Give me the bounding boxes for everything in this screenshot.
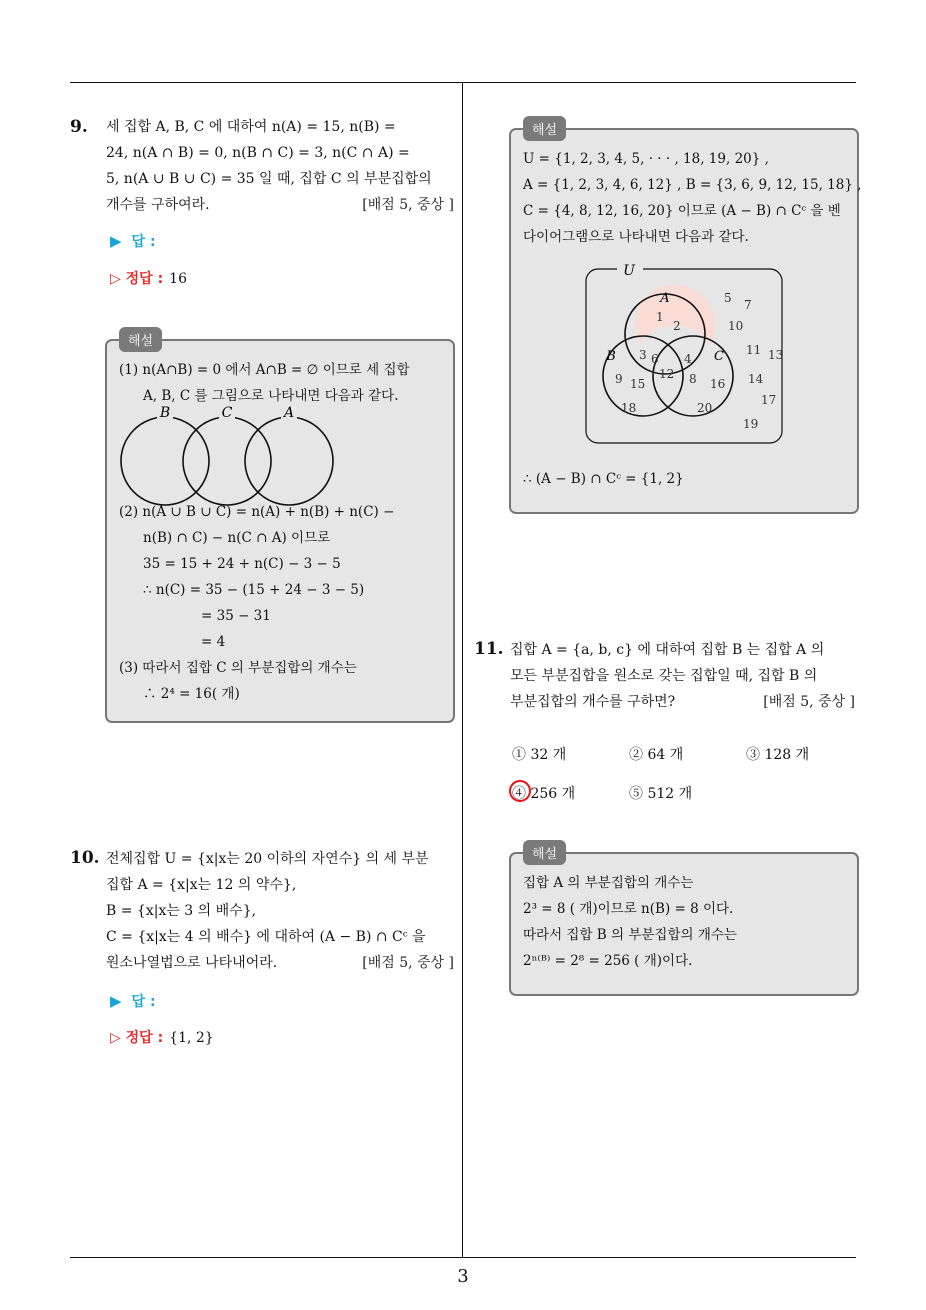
question-9-line: 개수를 구하여라. [배점 5, 중상 ] <box>106 192 454 218</box>
question-10-line: B = {x|x는 3 의 배수}, <box>106 903 257 919</box>
question-10-correct-answer <box>110 1027 214 1047</box>
choice-5[interactable]: ⑤ 512 개 <box>629 786 693 802</box>
question-11-score: [배점 5, 중상 ] <box>763 694 855 710</box>
column-divider <box>462 82 463 1257</box>
element-label: 12 <box>659 367 675 381</box>
question-9-solution-box <box>105 334 455 723</box>
venn-circle-a <box>245 417 333 505</box>
element-label: 4 <box>684 352 692 366</box>
bottom-rule <box>70 1257 856 1258</box>
step-3-line: (3) 따라서 집합 C 의 부분집합의 개수는 <box>119 660 357 676</box>
question-10-line: 집합 A = {x|x는 12 의 약수}, <box>106 877 297 893</box>
step-3-line: ∴ 2⁴ = 16( 개) <box>143 686 240 702</box>
outline-triangle-icon: ▷ <box>110 1030 126 1046</box>
question-9-answer-label: ▶ 답 : <box>110 232 156 250</box>
solution-conclusion: ∴ (A − B) ∩ Cᶜ = {1, 2} <box>523 471 684 487</box>
element-label: 2 <box>673 319 681 333</box>
question-10-text <box>106 846 454 976</box>
question-10-score: [배점 5, 중상 ] <box>362 955 454 971</box>
question-9-line: 세 집합 A, B, C 에 대하여 n(A) = 15, n(B) = <box>106 119 396 135</box>
element-label: 17 <box>761 393 777 407</box>
play-triangle-icon: ▶ <box>110 992 122 1010</box>
highlight-region-a-minus-b-c <box>635 285 715 344</box>
element-label: 5 <box>724 291 732 305</box>
element-label: 18 <box>621 401 637 415</box>
step-2-line: 35 = 15 + 24 + n(C) − 3 − 5 <box>143 556 341 572</box>
venn-label-a: A <box>283 405 295 421</box>
correct-label: ▷ 정답 : <box>110 271 164 287</box>
element-label: 8 <box>689 372 697 386</box>
question-11-line: 모든 부분집합을 원소로 갖는 집합일 때, 집합 B 의 <box>510 668 818 684</box>
question-9-number: 9. <box>70 117 88 137</box>
step-1-line: A, B, C 를 그림으로 나타내면 다음과 같다. <box>143 388 399 404</box>
element-label: 7 <box>744 298 752 312</box>
question-9-score: [배점 5, 중상 ] <box>362 197 454 213</box>
step-1-line: (1) n(A∩B) = 0 에서 A∩B = ∅ 이므로 세 집합 <box>119 362 410 378</box>
solution-line: 2³ = 8 ( 개)이므로 n(B) = 8 이다. <box>523 901 734 917</box>
solution-line: A = {1, 2, 3, 4, 6, 12} , B = {3, 6, 9, 12, 15, 18} , <box>523 177 862 193</box>
play-triangle-icon: ▶ <box>110 232 122 250</box>
venn-diagram-three-sets <box>583 262 787 448</box>
element-label: 20 <box>697 401 713 415</box>
choice-1[interactable]: ① 32 개 <box>512 747 567 763</box>
solution-line: 집합 A 의 부분집합의 개수는 <box>523 875 694 891</box>
solution-line: U = {1, 2, 3, 4, 5, · · · , 18, 19, 20} , <box>523 151 769 167</box>
element-label: 9 <box>615 372 623 386</box>
question-10-solution-box <box>509 123 862 514</box>
question-10-line: C = {x|x는 4 의 배수} 에 대하여 (A − B) ∩ Cᶜ 을 <box>106 929 426 945</box>
element-label: 16 <box>710 377 726 391</box>
solution-tab: 해설 <box>523 840 566 865</box>
element-label: 14 <box>748 372 764 386</box>
question-11-line: 집합 A = {a, b, c} 에 대하여 집합 B 는 집합 A 의 <box>510 642 825 658</box>
element-label: 10 <box>728 319 744 333</box>
step-2-line: ∴ n(C) = 35 − (15 + 24 − 3 − 5) <box>143 582 365 598</box>
element-label: 13 <box>768 348 784 362</box>
solution-tab: 해설 <box>523 116 566 141</box>
element-label: 19 <box>743 417 759 431</box>
venn-label-c: C <box>221 405 233 421</box>
question-10-number: 10. <box>70 848 100 868</box>
question-11-text <box>510 637 855 715</box>
question-10-line: 원소나열법으로 나타내어라. [배점 5, 중상 ] <box>106 950 454 976</box>
question-9-line: 5, n(A ∪ B ∪ C) = 35 일 때, 집합 C 의 부분집합의 <box>106 171 432 187</box>
venn-label-b: B <box>159 405 171 421</box>
solution-line: 다이어그램으로 나타내면 다음과 같다. <box>523 229 749 245</box>
page-number: 3 <box>457 1266 469 1287</box>
question-9-text <box>106 114 454 218</box>
element-label: 6 <box>651 352 659 366</box>
question-9-correct-answer <box>110 268 187 288</box>
choice-3[interactable]: ③ 128 개 <box>746 747 810 763</box>
step-2-line: n(B) ∩ C) − n(C ∩ A) 이므로 <box>143 530 331 546</box>
top-rule <box>70 82 856 83</box>
solution-line: 따라서 집합 B 의 부분집합의 개수는 <box>523 927 737 943</box>
element-label: 11 <box>746 343 762 357</box>
correct-value: 16 <box>169 271 187 287</box>
step-2-line: = 35 − 31 <box>201 608 271 624</box>
step-2-line: = 4 <box>201 634 226 650</box>
solution-line: 2ⁿ⁽ᴮ⁾ = 2⁸ = 256 ( 개)이다. <box>523 953 693 969</box>
selected-answer-circle <box>509 780 531 802</box>
set-label-b: B <box>606 349 616 364</box>
question-11-number: 11. <box>474 639 504 659</box>
question-10-line: 전체집합 U = {x|x는 20 이하의 자연수} 의 세 부분 <box>106 851 429 867</box>
choice-4[interactable]: ④ 256 개 <box>512 786 576 802</box>
question-11-line: 부분집합의 개수를 구하면? [배점 5, 중상 ] <box>510 689 855 715</box>
correct-value: {1, 2} <box>169 1030 214 1046</box>
question-10-answer-label: ▶ 답 : <box>110 992 156 1010</box>
solution-line: C = {4, 8, 12, 16, 20} 이므로 (A − B) ∩ Cᶜ 을 벤 <box>523 203 841 219</box>
element-label: 15 <box>630 377 646 391</box>
element-label: 1 <box>656 310 664 324</box>
step-2-line: (2) n(A ∪ B ∪ C) = n(A) + n(B) + n(C) − <box>119 504 395 520</box>
venn-diagram-disjoint <box>117 405 347 509</box>
set-label-c: C <box>714 349 724 364</box>
element-label: 3 <box>639 348 647 362</box>
question-11-solution-box <box>509 847 859 996</box>
question-9-line: 24, n(A ∩ B) = 0, n(B ∩ C) = 3, n(C ∩ A) = <box>106 145 410 161</box>
universe-label: U <box>623 263 635 279</box>
choice-2[interactable]: ② 64 개 <box>629 747 684 763</box>
set-label-a: A <box>660 291 670 306</box>
solution-tab: 해설 <box>119 327 162 352</box>
outline-triangle-icon: ▷ <box>110 271 126 287</box>
correct-label: ▷ 정답 : <box>110 1030 164 1046</box>
